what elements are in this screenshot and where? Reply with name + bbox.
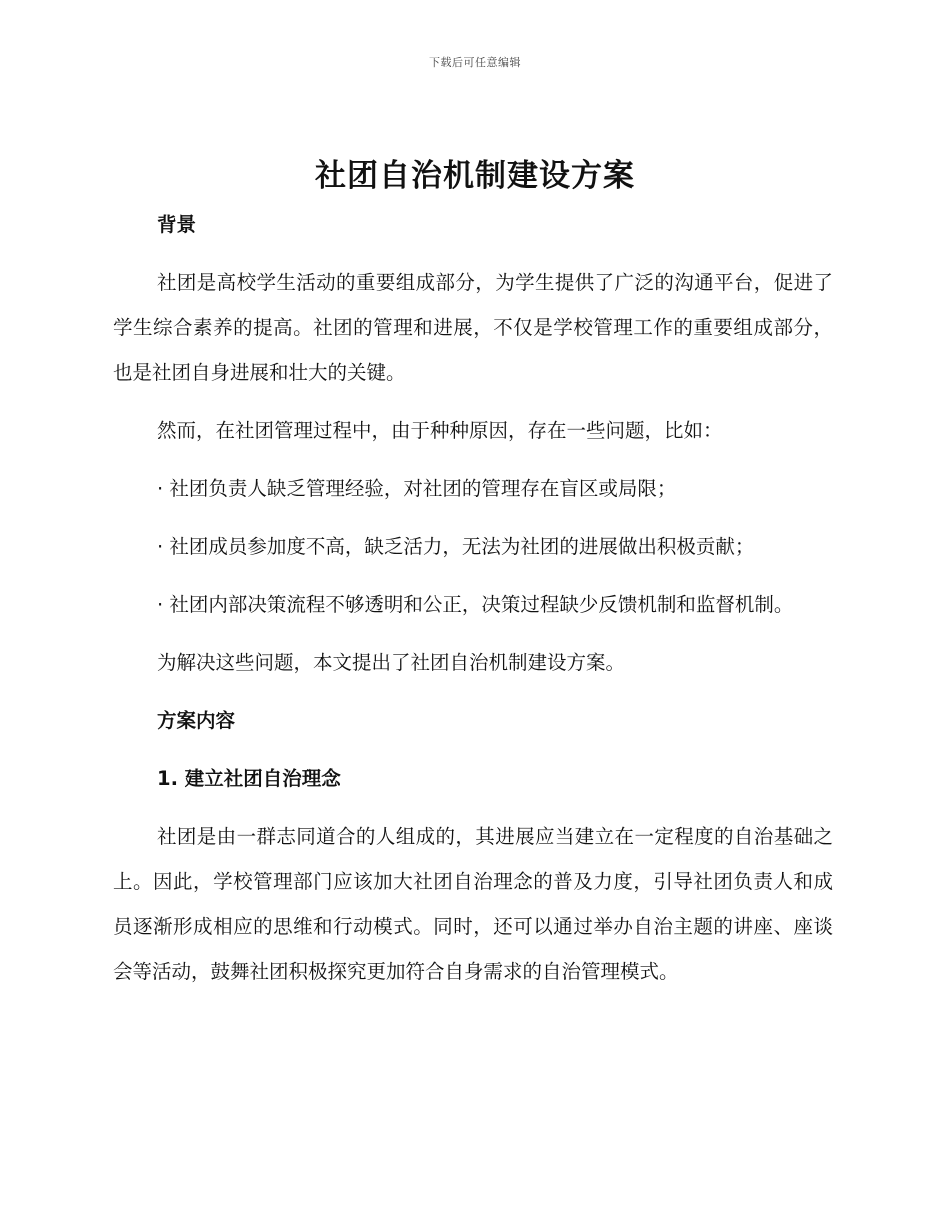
header-note: 下载后可任意编辑 bbox=[429, 56, 521, 69]
document-body bbox=[113, 202, 833, 1007]
bullet-item-1: · 社团负责人缺乏管理经验，对社团的管理存在盲区或局限； bbox=[157, 477, 677, 500]
section-heading-background: 背景 bbox=[157, 213, 197, 236]
bullet-item-2: · 社团成员参加度不高，缺乏活力，无法为社团的进展做出积极贡献； bbox=[157, 535, 755, 558]
paragraph-background-1: 社团是高校学生活动的重要组成部分，为学生提供了广泛的沟通平台，促进了学生综合素养的提高。社团的管理和进展，不仅是学校管理工作的重要组成部分，也是社团自身进展和壮大的关键。 bbox=[113, 271, 833, 384]
paragraph-item1-1: 社团是由一群志同道合的人组成的，其进展应当建立在一定程度的自治基础之上。因此，学校管理部门应该加大社团自治理念的普及力度，引导社团负责人和成员逐渐形成相应的思维和行动模式。同时，还可以通过举办自治主题的讲座、座谈会等活动，鼓舞社团积极探究更加符合自身需求的自治管理模式。 bbox=[113, 825, 833, 983]
bullet-item-3: · 社团内部决策流程不够透明和公正，决策过程缺少反馈机制和监督机制。 bbox=[157, 593, 794, 616]
paragraph-background-2: 然而，在社团管理过程中，由于种种原因，存在一些问题，比如： bbox=[157, 419, 723, 442]
document-title: 社团自治机制建设方案 bbox=[315, 158, 635, 194]
subsection-heading-1: 1. 建立社团自治理念 bbox=[157, 767, 341, 790]
paragraph-background-3: 为解决这些问题，本文提出了社团自治机制建设方案。 bbox=[157, 651, 626, 674]
section-heading-plan: 方案内容 bbox=[157, 709, 236, 732]
